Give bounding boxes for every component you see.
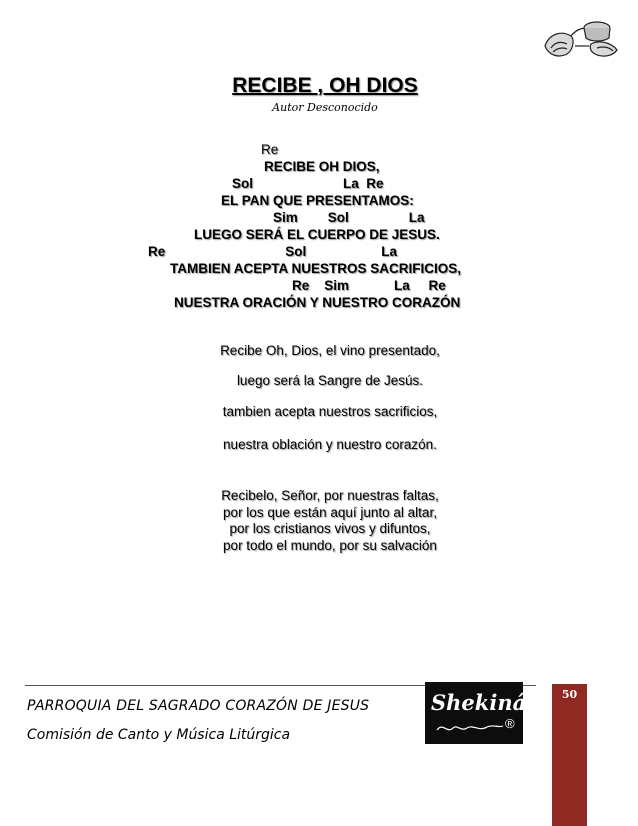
- parish-name: PARROQUIA DEL SAGRADO CORAZÓN DE JESUS: [27, 698, 370, 714]
- page-number-tab: [552, 684, 587, 826]
- chord-line: Re Sol La: [148, 244, 398, 259]
- stanza-line: nuestra oblación y nuestro corazón.: [223, 437, 437, 452]
- shekinah-logo: [425, 682, 542, 744]
- page-number: 50: [561, 688, 578, 701]
- stanza-line: por los cristianos vivos y difuntos,: [229, 521, 431, 536]
- stanza-line: Recibe Oh, Dios, el vino presentado,: [220, 343, 440, 358]
- chorus-line: EL PAN QUE PRESENTAMOS:: [221, 193, 414, 208]
- registered-mark: ®: [505, 716, 515, 731]
- cupped-hands-with-bread-icon: [541, 16, 621, 62]
- stanza-line: luego será la Sangre de Jesús.: [236, 373, 424, 388]
- stanza-line: tambien acepta nuestros sacrificios,: [222, 404, 438, 419]
- chorus-line: RECIBE OH DIOS,: [264, 159, 380, 174]
- commission-name: Comisión de Canto y Música Litúrgica: [27, 727, 291, 743]
- chord-line: Sol La Re: [232, 176, 384, 191]
- stanza-line: Recibelo, Señor, por nuestras faltas,: [221, 488, 439, 503]
- song-title: RECIBE , OH DIOS: [232, 74, 418, 97]
- signature-flourish-icon: [435, 720, 505, 736]
- chorus-line: TAMBIEN ACEPTA NUESTROS SACRIFICIOS,: [170, 261, 462, 276]
- chord-line: Re Sim La Re: [292, 278, 446, 293]
- song-author: Autor Desconocido: [272, 101, 378, 114]
- chorus-line: LUEGO SERÁ EL CUERPO DE JESUS.: [194, 227, 440, 242]
- chord-line: Sim Sol La: [273, 210, 425, 225]
- stanza-line: por todo el mundo, por su salvación: [223, 538, 437, 553]
- stanza-line: por los que están aquí junto al altar,: [223, 505, 437, 520]
- chord-line: Re: [261, 142, 279, 157]
- chorus-line: NUESTRA ORACIÓN Y NUESTRO CORAZÓN: [174, 295, 461, 310]
- logo-text: Shekináh: [431, 690, 542, 715]
